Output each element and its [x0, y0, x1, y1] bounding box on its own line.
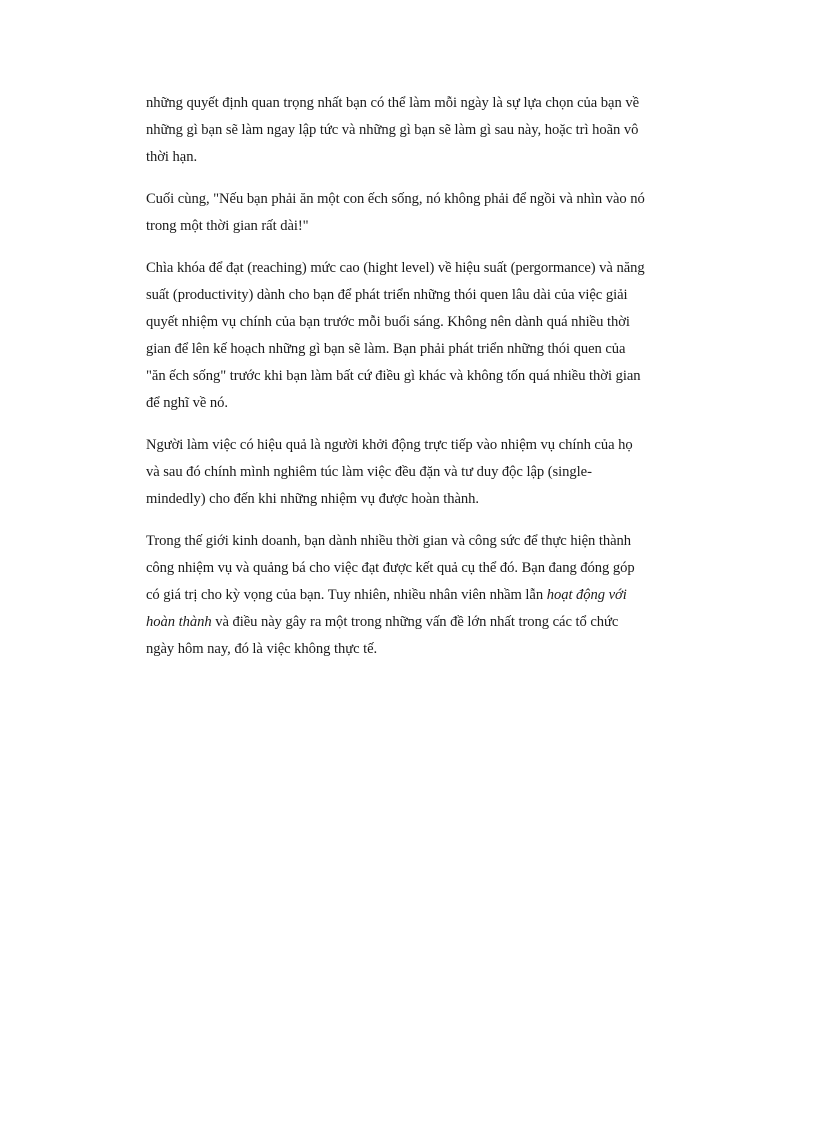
paragraph-4 [146, 432, 676, 513]
text-line [146, 213, 676, 240]
text-segment: ngày hôm nay, đó là việc không thực tế. [146, 641, 378, 657]
document-body [146, 90, 676, 678]
italic-text: hoạt động với [546, 587, 627, 603]
text-line [146, 186, 676, 213]
text-line [146, 90, 676, 117]
text-segment: những quyết định quan trọng nhất bạn có thể làm mỗi ngày là sự lựa chọn của bạn về [146, 95, 639, 111]
text-segment: Trong thế giới kinh doanh, bạn dành nhiều thời gian và công sức để thực hiện thành [146, 533, 632, 549]
text-segment: "ăn ếch sống" trước khi bạn làm bất cứ điều gì khác và không tốn quá nhiều thời gian [146, 368, 641, 384]
text-segment: trong một thời gian rất dài!" [146, 218, 309, 234]
text-line [146, 609, 676, 636]
text-line [146, 555, 676, 582]
text-line [146, 390, 676, 417]
text-segment: những gì bạn sẽ làm ngay lập tức và những gì bạn sẽ làm gì sau này, hoặc trì hoãn vô [146, 122, 639, 138]
text-line [146, 282, 676, 309]
text-segment: gian để lên kế hoạch những gì bạn sẽ làm. Bạn phải phát triển những thói quen của [146, 341, 626, 357]
text-line [146, 528, 676, 555]
paragraph-5 [146, 528, 676, 663]
text-segment: quyết nhiệm vụ chính của bạn trước mỗi buổi sáng. Không nên dành quá nhiều thời [146, 314, 630, 330]
text-line [146, 582, 676, 609]
text-line [146, 459, 676, 486]
text-line [146, 336, 676, 363]
text-segment: Người làm việc có hiệu quả là người khởi động trực tiếp vào nhiệm vụ chính của họ [146, 437, 633, 453]
text-segment: và sau đó chính mình nghiêm túc làm việc đều đặn và tư duy độc lập (single- [146, 464, 592, 480]
text-line [146, 255, 676, 282]
text-segment: và điều này gây ra một trong những vấn đề lớn nhất trong các tổ chức [211, 614, 619, 630]
text-line [146, 117, 676, 144]
text-line [146, 144, 676, 171]
text-segment: công nhiệm vụ và quảng bá cho việc đạt được kết quả cụ thể đó. Bạn đang đóng góp [146, 560, 635, 576]
text-segment: Chìa khóa để đạt (reaching) mức cao (hight level) về hiệu suất (pergormance) và năng [146, 260, 645, 276]
text-line [146, 486, 676, 513]
text-line [146, 636, 676, 663]
text-segment: có giá trị cho kỳ vọng của bạn. Tuy nhiên, nhiều nhân viên nhầm lẫn [146, 587, 547, 603]
paragraph-2 [146, 186, 676, 240]
text-line [146, 363, 676, 390]
paragraph-3 [146, 255, 676, 417]
text-segment: suất (productivity) dành cho bạn để phát triển những thói quen lâu dài của việc giải [146, 287, 628, 303]
text-line [146, 309, 676, 336]
text-segment: mindedly) cho đến khi những nhiệm vụ được hoàn thành. [146, 491, 479, 507]
text-segment: thời hạn. [146, 149, 198, 165]
paragraph-1 [146, 90, 676, 171]
italic-text: hoàn thành [146, 614, 212, 630]
text-line [146, 432, 676, 459]
text-segment: Cuối cùng, "Nếu bạn phải ăn một con ếch sống, nó không phải để ngồi và nhìn vào nó [146, 191, 645, 207]
text-segment: để nghĩ về nó. [146, 395, 228, 411]
